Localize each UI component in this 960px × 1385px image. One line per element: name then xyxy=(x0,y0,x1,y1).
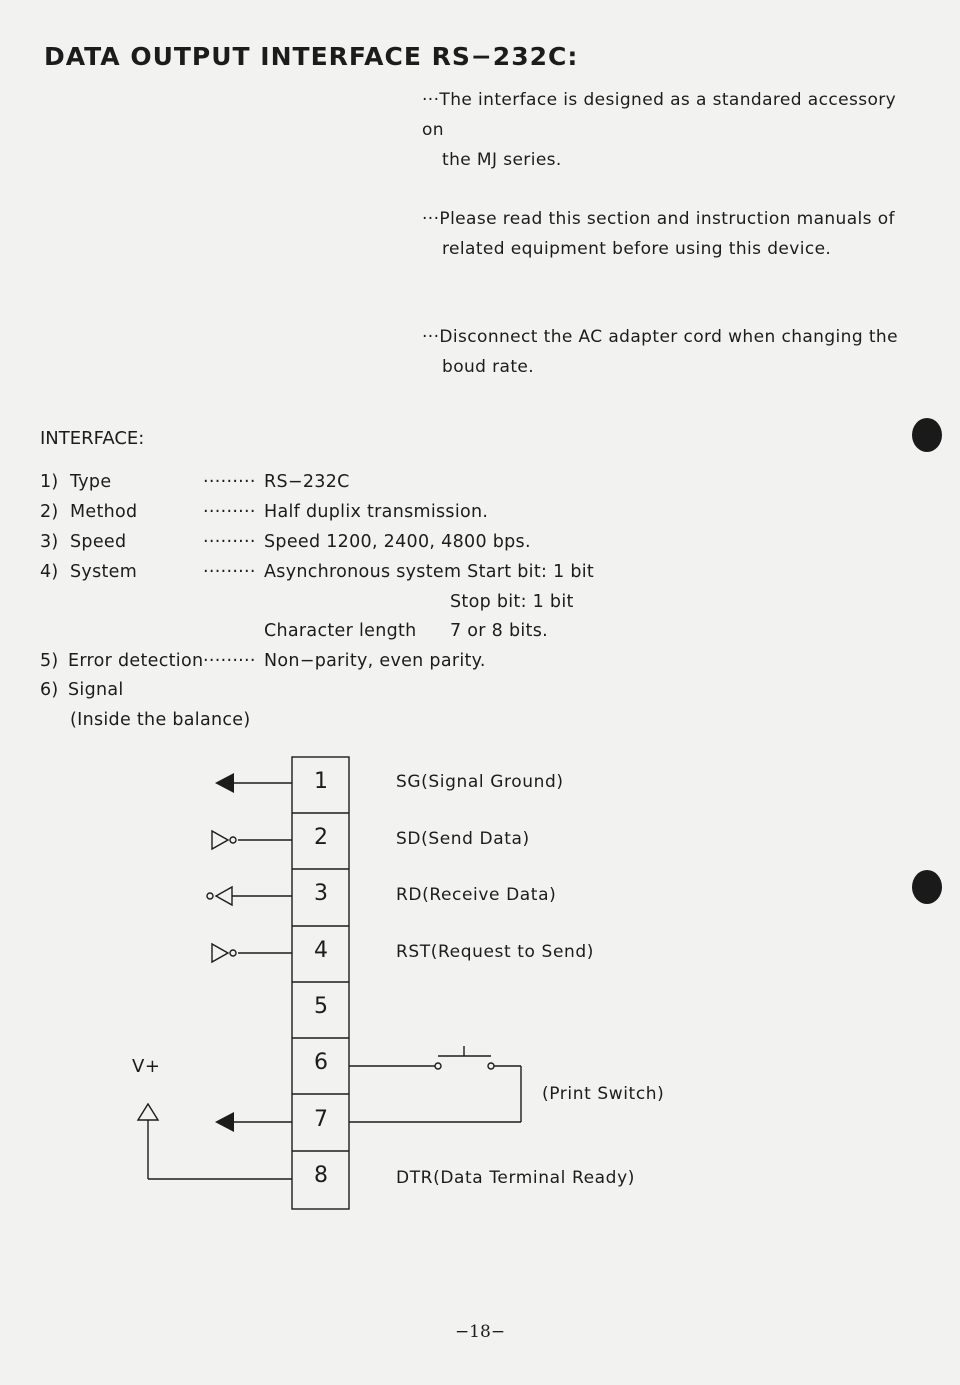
pin-number: 6 xyxy=(314,1050,328,1075)
spec-dots: ········· xyxy=(203,502,256,522)
page-title: DATA OUTPUT INTERFACE RS−232C: xyxy=(44,42,579,71)
pin-label: SD(Send Data) xyxy=(396,829,530,849)
spec-value: Half duplix transmission. xyxy=(264,502,489,522)
spec-dots: ········· xyxy=(203,651,256,671)
pin-number: 2 xyxy=(314,825,328,850)
spec-value: Speed 1200, 2400, 4800 bps. xyxy=(264,532,531,552)
spec-num: 4) xyxy=(40,562,59,582)
spec-label: Type xyxy=(70,472,112,492)
spec-dots: ········· xyxy=(203,562,256,582)
pin-number: 8 xyxy=(314,1163,328,1188)
spec-num: 1) xyxy=(40,472,59,492)
pin4-driver-icon xyxy=(212,944,228,962)
spec-num: 2) xyxy=(40,502,59,522)
spec-value: Asynchronous system Start bit: 1 bit xyxy=(264,562,595,582)
binder-hole-icon xyxy=(912,870,942,904)
note-read-manual-line1: ···Please read this section and instruction manuals of xyxy=(422,209,895,229)
spec-label: Signal xyxy=(68,680,124,700)
note-disconnect-line1: ···Disconnect the AC adapter cord when changing the xyxy=(422,327,898,347)
print-switch-label: (Print Switch) xyxy=(542,1084,665,1104)
note-disconnect-line2: boud rate. xyxy=(442,357,535,377)
spec-value: RS−232C xyxy=(264,472,350,492)
spec-num: 6) xyxy=(40,680,59,700)
spec-label: Error detection xyxy=(68,651,204,671)
spec-value: Non−parity, even parity. xyxy=(264,651,486,671)
spec-num: 5) xyxy=(40,651,59,671)
pin-number: 1 xyxy=(314,769,328,794)
spec-num: 3) xyxy=(40,532,59,552)
spec-char-bits: 7 or 8 bits. xyxy=(450,621,548,641)
pin-number: 3 xyxy=(314,881,328,906)
spec-label: System xyxy=(70,562,138,582)
pin3-receiver-icon xyxy=(216,887,232,905)
spec-signal-sub: (Inside the balance) xyxy=(70,710,251,730)
pin-number: 7 xyxy=(314,1107,328,1132)
pin7-arrow-icon xyxy=(215,1112,234,1132)
page-number: −18− xyxy=(454,1322,506,1342)
pin-label: SG(Signal Ground) xyxy=(396,772,564,792)
note-read-manual-line2: related equipment before using this device. xyxy=(442,239,832,259)
spec-label: Method xyxy=(70,502,138,522)
pin-label: DTR(Data Terminal Ready) xyxy=(396,1168,635,1188)
binder-hole-icon xyxy=(912,418,942,452)
ground-arrow-icon xyxy=(215,773,234,793)
pin2-driver-icon xyxy=(212,831,228,849)
pin-number: 4 xyxy=(314,938,328,963)
spec-char-length: Character length xyxy=(264,621,417,641)
spec-dots: ········· xyxy=(203,532,256,552)
note-accessory-line2: the MJ series. xyxy=(442,150,562,170)
vplus-icon xyxy=(138,1104,158,1120)
spec-label: Speed xyxy=(70,532,127,552)
vplus-label: V+ xyxy=(132,1056,161,1077)
pin-label: RD(Receive Data) xyxy=(396,885,557,905)
interface-heading: INTERFACE: xyxy=(40,428,145,449)
pin-number: 5 xyxy=(314,994,328,1019)
spec-dots: ········· xyxy=(203,472,256,492)
pin-label: RST(Request to Send) xyxy=(396,942,594,962)
spec-stop-bit: Stop bit: 1 bit xyxy=(450,592,574,612)
note-accessory-line1: ···The interface is designed as a standared accessory on xyxy=(422,90,897,140)
